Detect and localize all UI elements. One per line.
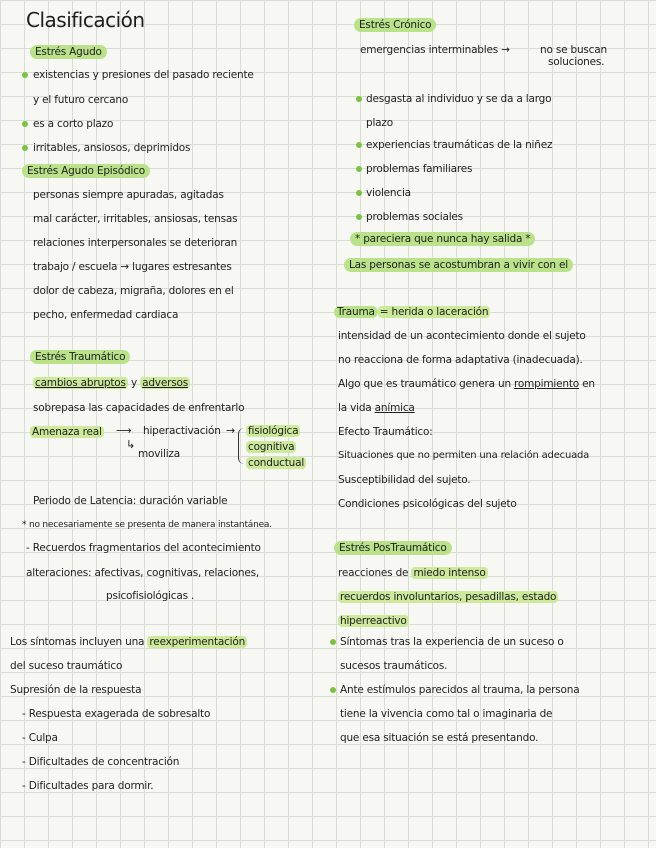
bullet-dot [356, 166, 362, 172]
amenaza-real: Amenaza real [32, 426, 102, 438]
cronico-item-1: desgasta al individuo y se da a largo [366, 93, 552, 105]
trauma-line-2: no reacciona de forma adaptativa (inadecuada). [338, 354, 583, 366]
trauma-line-1: intensidad de un acontecimiento donde el sujeto [338, 330, 586, 342]
bullet-dot [356, 190, 362, 196]
cronico-item-2: plazo [366, 117, 393, 129]
nota-line: * no necesariamente se presenta de manera instantánea. [22, 520, 272, 530]
trauma-line [334, 305, 490, 319]
bullet-dot [22, 121, 28, 127]
arrow-right-icon: ⟶ [116, 424, 132, 437]
page-title: Clasificación [26, 8, 145, 32]
cronico-item-3: experiencias traumáticas de la niñez [366, 139, 553, 151]
post-item-4: tiene la vivencia como tal o imaginaria de [340, 708, 553, 720]
post-item-3: Ante estímulos parecidos al trauma, la persona [340, 684, 580, 696]
miedo-intenso: miedo intenso [413, 567, 486, 579]
no-buscan: no se buscan [540, 44, 607, 56]
sintomas-item-3: - Dificultades de concentración [22, 756, 180, 768]
episodico-line-5: dolor de cabeza, migraña, dolores en el [33, 285, 234, 297]
trauma-word: Trauma [334, 306, 378, 318]
bullet-dot [356, 142, 362, 148]
moviliza: moviliza [138, 448, 180, 460]
animica: anímica [374, 402, 415, 414]
agudo-item-3: es a corto plazo [33, 118, 114, 130]
brace-icon [238, 428, 245, 464]
postraumatico-heading: Estrés PosTraumático [334, 541, 452, 555]
post-item-2: sucesos traumáticos. [340, 660, 448, 672]
trauma-equals: = herida o laceración [379, 306, 489, 318]
hiperreactivo: hiperreactivo [340, 615, 407, 627]
sintomas-line-1: Los síntomas incluyen una reexperimentación [10, 636, 246, 648]
alteraciones-line: alteraciones: afectivas, cognitivas, relaciones, [26, 567, 260, 579]
sobrepasa-line: sobrepasa las capacidades de enfrentarlo [33, 402, 245, 414]
hiperactivacion: hiperactivación [143, 425, 221, 437]
cambios-adversos: adversos [142, 377, 188, 389]
bullet-dot [330, 687, 336, 693]
emergencias-line: emergencias interminables → [360, 44, 510, 56]
bullet-dot [22, 145, 28, 151]
sintomas-item-4: - Dificultades para dormir. [22, 780, 154, 792]
episodico-line-2: mal carácter, irritables, ansiosas, tensas [33, 213, 238, 225]
efecto-line-2: Susceptibilidad del sujeto. [338, 474, 471, 486]
agudo-heading: Estrés Agudo [30, 45, 107, 59]
traumatico-heading: Estrés Traumático [30, 350, 130, 364]
soluciones: soluciones. [548, 56, 605, 68]
agudo-item-4: irritables, ansiosos, deprimidos [33, 142, 191, 154]
episodico-line-4: trabajo / escuela → lugares estresantes [33, 261, 232, 273]
salida-line: * pareciera que nunca hay salida * [350, 232, 535, 246]
agudo-item-2: y el futuro cercano [33, 94, 129, 106]
efecto-line-3: Condiciones psicológicas del sujeto [338, 498, 517, 510]
fisiologica: fisiológica [248, 425, 299, 437]
trauma-line-3: Algo que es traumático genera un rompimiento en [338, 378, 595, 390]
efecto-heading: Efecto Traumático: [338, 426, 433, 438]
sintomas-item-1: - Respuesta exagerada de sobresalto [22, 708, 211, 720]
cronico-item-4: problemas familiares [366, 163, 473, 175]
post-item-5: que esa situación se está presentando. [340, 732, 539, 744]
curved-arrow-icon: ↳ [126, 438, 136, 451]
cronico-item-6: problemas sociales [366, 211, 463, 223]
psicofisiologicas-line: psicofisiológicas . [106, 590, 195, 602]
acostumbran-line: Las personas se acostumbran a vivir con el [344, 258, 573, 272]
episodico-line-1: personas siempre apuradas, agitadas [33, 189, 224, 201]
cambios-y: y [130, 377, 137, 389]
bullet-dot [22, 72, 28, 78]
post-item-1: Síntomas tras la experiencia de un suceso o [340, 636, 564, 648]
bullet-dot [356, 214, 362, 220]
episodico-heading: Estrés Agudo Episódico [22, 164, 150, 178]
reacciones-line: reacciones de miedo intenso [338, 567, 486, 579]
cognitiva: cognitiva [248, 441, 295, 453]
recuerdos-line: - Recuerdos fragmentarios del acontecimiento [26, 542, 261, 554]
conductual: conductual [248, 457, 305, 469]
latencia-line: Periodo de Latencia: duración variable [33, 495, 228, 507]
efecto-line-1: Situaciones que no permiten una relación adecuada [338, 450, 590, 461]
cronico-heading: Estrés Crónico [354, 18, 436, 32]
recuerdos-involuntarios: recuerdos involuntarios, pesadillas, estado [340, 591, 557, 603]
rompimiento: rompimiento [514, 378, 579, 390]
arrow-right-icon: → [226, 424, 236, 437]
sintomas-line-3: Supresión de la respuesta [10, 684, 142, 696]
trauma-line-4: la vida anímica [338, 402, 415, 414]
cambios-abruptos: cambios abruptos [35, 377, 126, 389]
cronico-item-5: violencia [366, 187, 411, 199]
reexperimentacion: reexperimentación [149, 636, 246, 648]
episodico-line-6: pecho, enfermedad cardiaca [33, 309, 179, 321]
agudo-item-1: existencias y presiones del pasado reciente [33, 69, 254, 81]
sintomas-line-2: del suceso traumático [10, 660, 123, 672]
bullet-dot [356, 96, 362, 102]
bullet-dot [330, 639, 336, 645]
cambios-line [33, 376, 190, 390]
sintomas-item-2: - Culpa [22, 732, 58, 744]
episodico-line-3: relaciones interpersonales se deterioran [33, 237, 238, 249]
